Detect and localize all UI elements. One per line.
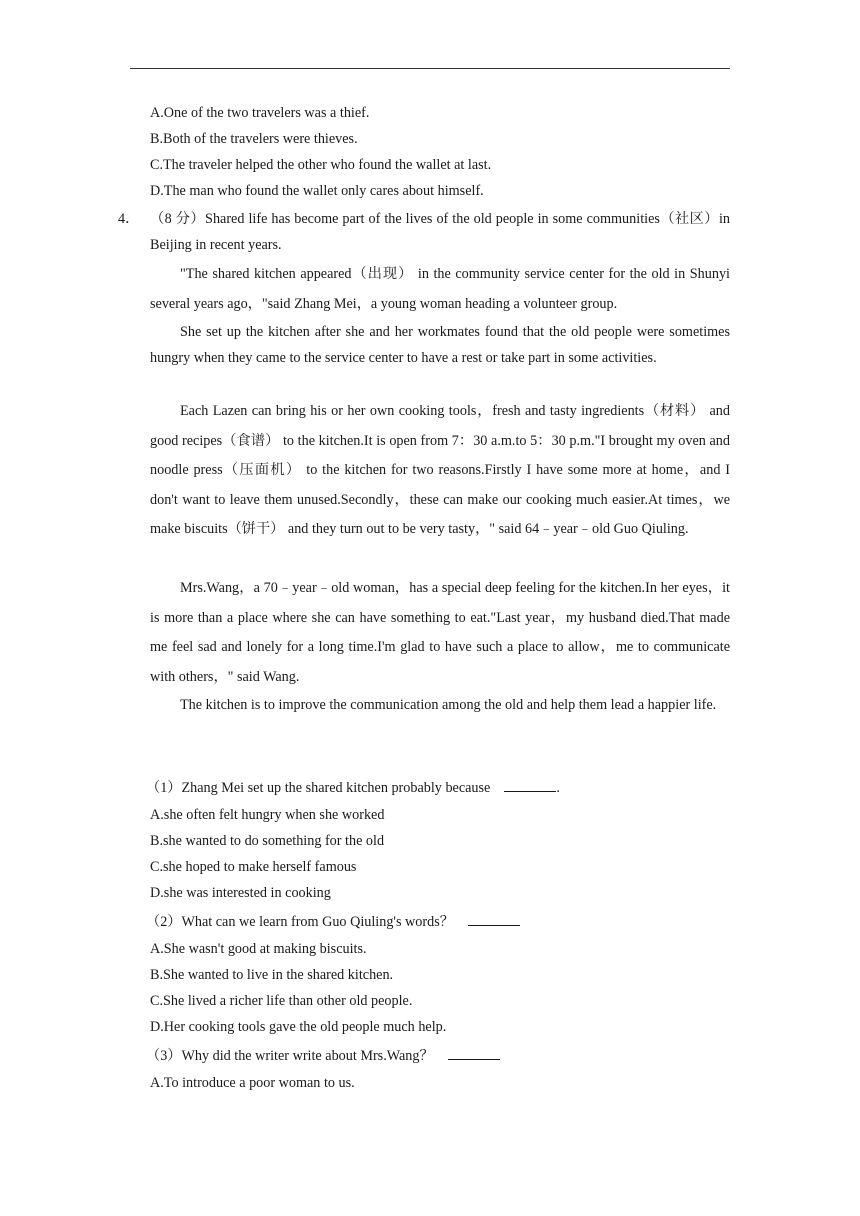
sub-question-1-option-b: B.she wanted to do something for the old [150, 833, 385, 849]
q3-option-a: A.One of the two travelers was a thief. [150, 105, 370, 121]
sub-question-1-option-d: D.she was interested in cooking [150, 885, 331, 901]
sub-question-2-stem: （2）What can we learn from Guo Qiuling's words？ [146, 914, 454, 930]
sub-question-1-stem: （1）Zhang Mei set up the shared kitchen probably because [146, 780, 491, 796]
q3-option-d: D.The man who found the wallet only cares about himself. [150, 183, 484, 199]
answer-blank[interactable] [504, 777, 556, 792]
question-intro: （8 分）Shared life has become part of the lives of the old people in some communities（社区）in Beijing in recent years. [150, 211, 730, 253]
sub-question-1-option-c: C.she hoped to make herself famous [150, 859, 357, 875]
sub-question-2-option-c: C.She lived a richer life than other old people. [150, 993, 413, 1009]
passage-paragraph-3: Each Lazen can bring his or her own cooking tools，fresh and tasty ingredients（材料） and good recipes（食谱） to the kitchen.It is open from 7：30 a.m.to 5：30 p.m."I brought my oven and noodle press（压面机） to the kitchen for two reasons.Firstly I have some more at home，and I don't want to leave them unused.Secondly，these can make our cooking much easier.At times，we make biscuits（饼干） and they turn out to be very tasty，" said 64﹣year﹣old Guo Qiuling. [150, 403, 730, 537]
answer-blank[interactable] [468, 911, 520, 926]
question-number: 4． [118, 211, 140, 227]
sub-question-1-option-a: A.she often felt hungry when she worked [150, 807, 385, 823]
passage-paragraph-4: Mrs.Wang，a 70﹣year﹣old woman，has a special deep feeling for the kitchen.In her eyes，it is more than a place where she can have something to eat."Last year，my husband died.That made me feel sad and lonely for a long time.I'm glad to have such a place to allow，me to communicate with others，" said Wang. [150, 580, 730, 685]
sub-question-3-option-a: A.To introduce a poor woman to us. [150, 1075, 355, 1091]
sub-question-1-end: . [556, 780, 560, 796]
passage-paragraph-5: The kitchen is to improve the communication among the old and help them lead a happier life. [180, 697, 717, 713]
passage-paragraph-1: "The shared kitchen appeared（出现） in the community service center for the old in Shunyi several years ago，"said Zhang Mei，a young woman heading a volunteer group. [150, 266, 730, 312]
sub-question-2-option-a: A.She wasn't good at making biscuits. [150, 941, 367, 957]
header-rule [130, 68, 730, 69]
answer-blank[interactable] [448, 1045, 500, 1060]
sub-question-3 [146, 1045, 500, 1066]
sub-question-1 [146, 777, 560, 798]
sub-question-3-stem: （3）Why did the writer write about Mrs.Wang？ [146, 1048, 434, 1064]
sub-question-2-option-d: D.Her cooking tools gave the old people much help. [150, 1019, 447, 1035]
sub-question-2 [146, 911, 520, 932]
sub-question-2-option-b: B.She wanted to live in the shared kitchen. [150, 967, 394, 983]
q3-option-b: B.Both of the travelers were thieves. [150, 131, 358, 147]
q3-option-c: C.The traveler helped the other who found the wallet at last. [150, 157, 492, 173]
passage-paragraph-2: She set up the kitchen after she and her workmates found that the old people were sometimes hungry when they came to the service center to have a rest or take part in some activities. [150, 324, 730, 366]
